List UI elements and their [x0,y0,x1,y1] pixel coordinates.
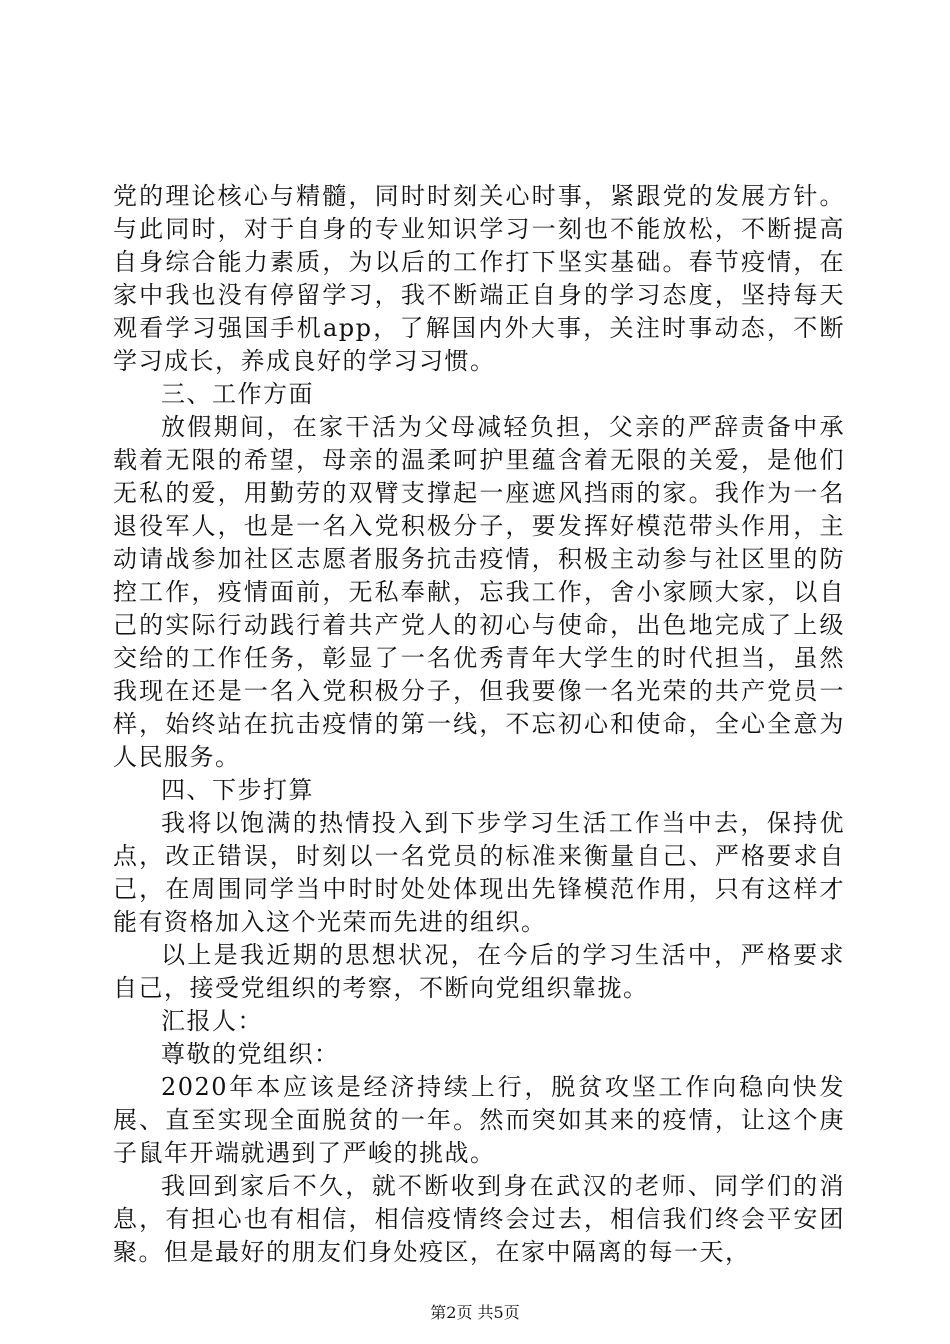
paragraph-conclusion: 以上是我近期的思想状况，在今后的学习生活中，严格要求自己，接受党组织的考察，不断向党组织靠拢。 [113,941,845,1002]
document-body [113,180,845,1269]
salutation: 尊敬的党组织： [161,1040,340,1068]
paragraph-2020: 2020年本应该是经济持续上行，脱贫攻坚工作向稳向快发展、直至实现全面脱贫的一年。然而突如其来的疫情，让这个庚子鼠年开端就遇到了严峻的挑战。 [113,1073,845,1167]
paragraph-wuhan: 我回到家后不久，就不断收到身在武汉的老师、同学们的消息，有担心也有相信，相信疫情终会过去，相信我们终会平安团聚。但是最好的朋友们身处疫区，在家中隔离的每一天， [113,1172,845,1266]
paragraph-next-steps: 我将以饱满的热情投入到下步学习生活工作当中去，保持优点，改正错误，时刻以一名党员的标准来衡量自己、严格要求自己，在周围同学当中时时处处体现出先锋模范作用，只有这样才能有资格加入这个光荣而先进的组织。 [113,809,845,936]
page-number-footer: 第2页 共5页 [430,1303,520,1322]
paragraph-study-continued: 党的理论核心与精髓，同时时刻关心时事，紧跟党的发展方针。与此同时，对于自身的专业知识学习一刻也不能放松，不断提高自身综合能力素质，为以后的工作打下坚实基础。春节疫情，在家中我也没有停留学习，我不断端正自身的学习态度，坚持每天观看学习强国手机app，了解国内外大事，关注时事动态，不断学习成长，养成良好的学习习惯。 [113,182,845,375]
section-heading-work: 三、工作方面 [161,380,314,408]
section-heading-next-steps: 四、下步打算 [161,776,314,804]
paragraph-work: 放假期间，在家干活为父母减轻负担，父亲的严辞责备中承载着无限的希望，母亲的温柔呵护里蕴含着无限的关爱，是他们无私的爱，用勤劳的双臂支撑起一座遮风挡雨的家。我作为一名退役军人，也是一名入党积极分子，要发挥好模范带头作用，主动请战参加社区志愿者服务抗击疫情，积极主动参与社区里的防控工作，疫情面前，无私奉献，忘我工作，舍小家顾大家，以自己的实际行动践行着共产党人的初心与使命，出色地完成了上级交给的工作任务，彰显了一名优秀青年大学生的时代担当，虽然我现在还是一名入党积极分子，但我要像一名光荣的共产党员一样，始终站在抗击疫情的第一线，不忘初心和使命，全心全意为人民服务。 [113,413,845,771]
reporter-line: 汇报人： [161,1007,263,1035]
